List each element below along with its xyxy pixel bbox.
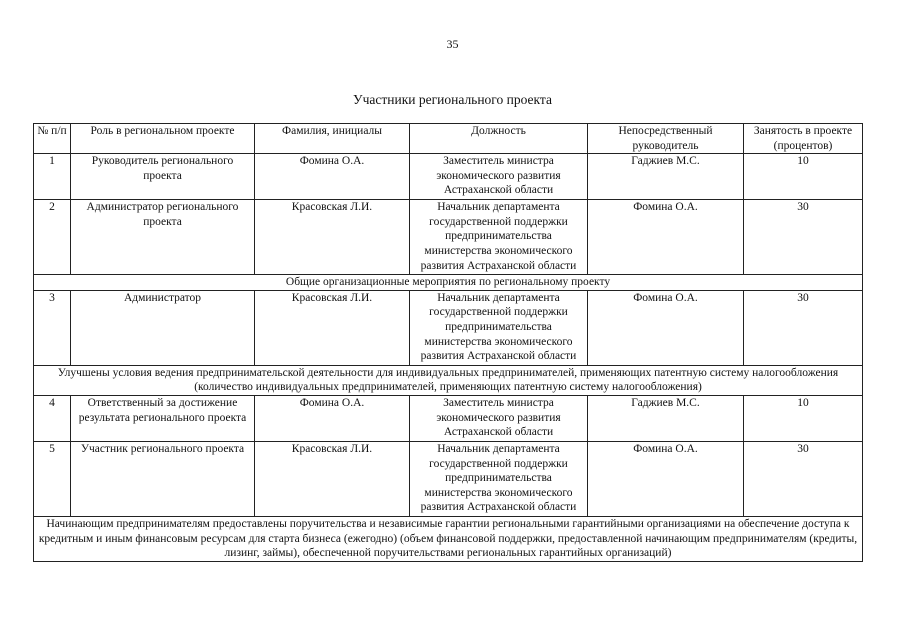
table-row [34,395,863,441]
row-position: Начальник департамента государственной поддержки предпринимательства министерства экономического развития Астраханской области [410,200,588,275]
row-number: 1 [34,154,71,200]
header-role: Роль в региональном проекте [71,124,255,154]
section-row [34,275,863,291]
row-load: 30 [744,200,863,275]
row-manager: Гаджиев М.С. [588,395,744,441]
row-manager: Фомина О.А. [588,441,744,516]
row-manager: Фомина О.А. [588,290,744,365]
row-manager: Гаджиев М.С. [588,154,744,200]
row-name: Красовская Л.И. [255,200,410,275]
section-heading: Улучшены условия ведения предпринимательской деятельности для индивидуальных предпринимателей, применяющих патентную систему налогообложения (количество индивидуальных предпринимателей, применяющих патентную систему налогообложения) [34,365,863,395]
row-name: Фомина О.А. [255,154,410,200]
row-position: Заместитель министра экономического развития Астраханской области [410,154,588,200]
header-manager: Непосредственный руководитель [588,124,744,154]
row-number: 2 [34,200,71,275]
row-name: Красовская Л.И. [255,441,410,516]
section-row [34,516,863,561]
row-role: Руководитель регионального проекта [71,154,255,200]
header-position: Должность [410,124,588,154]
row-name: Фомина О.А. [255,395,410,441]
document-title: Участники регионального проекта [353,92,552,107]
row-position: Начальник департамента государственной поддержки предпринимательства министерства экономического развития Астраханской области [410,441,588,516]
row-position: Заместитель министра экономического развития Астраханской области [410,395,588,441]
participants-table [33,123,863,562]
row-manager: Фомина О.А. [588,200,744,275]
row-load: 30 [744,290,863,365]
page-number: 35 [446,37,459,51]
row-role: Участник регионального проекта [71,441,255,516]
header-load: Занятость в проекте (процентов) [744,124,863,154]
row-number: 5 [34,441,71,516]
row-role: Администратор регионального проекта [71,200,255,275]
table-row [34,200,863,275]
header-name: Фамилия, инициалы [255,124,410,154]
table-row [34,290,863,365]
table-header-row [34,124,863,154]
row-position: Начальник департамента государственной поддержки предпринимательства министерства экономического развития Астраханской области [410,290,588,365]
row-role: Администратор [71,290,255,365]
row-role: Ответственный за достижение результата регионального проекта [71,395,255,441]
row-load: 10 [744,154,863,200]
table-row [34,441,863,516]
table-row [34,154,863,200]
section-heading: Начинающим предпринимателям предоставлены поручительства и независимые гарантии региональными гарантийными организациями на обеспечение доступа к кредитным и иным финансовым ресурсам для старта бизнеса (ежегодно) (объем финансовой поддержки, предоставленной начинающим предпринимателям (кредиты, лизинг, займы), обеспеченной поручительствами региональных гарантийных организаций) [34,516,863,561]
section-row [34,365,863,395]
row-number: 4 [34,395,71,441]
row-name: Красовская Л.И. [255,290,410,365]
section-heading: Общие организационные мероприятия по региональному проекту [34,275,863,291]
row-number: 3 [34,290,71,365]
row-load: 10 [744,395,863,441]
header-number: № п/п [34,124,71,154]
row-load: 30 [744,441,863,516]
